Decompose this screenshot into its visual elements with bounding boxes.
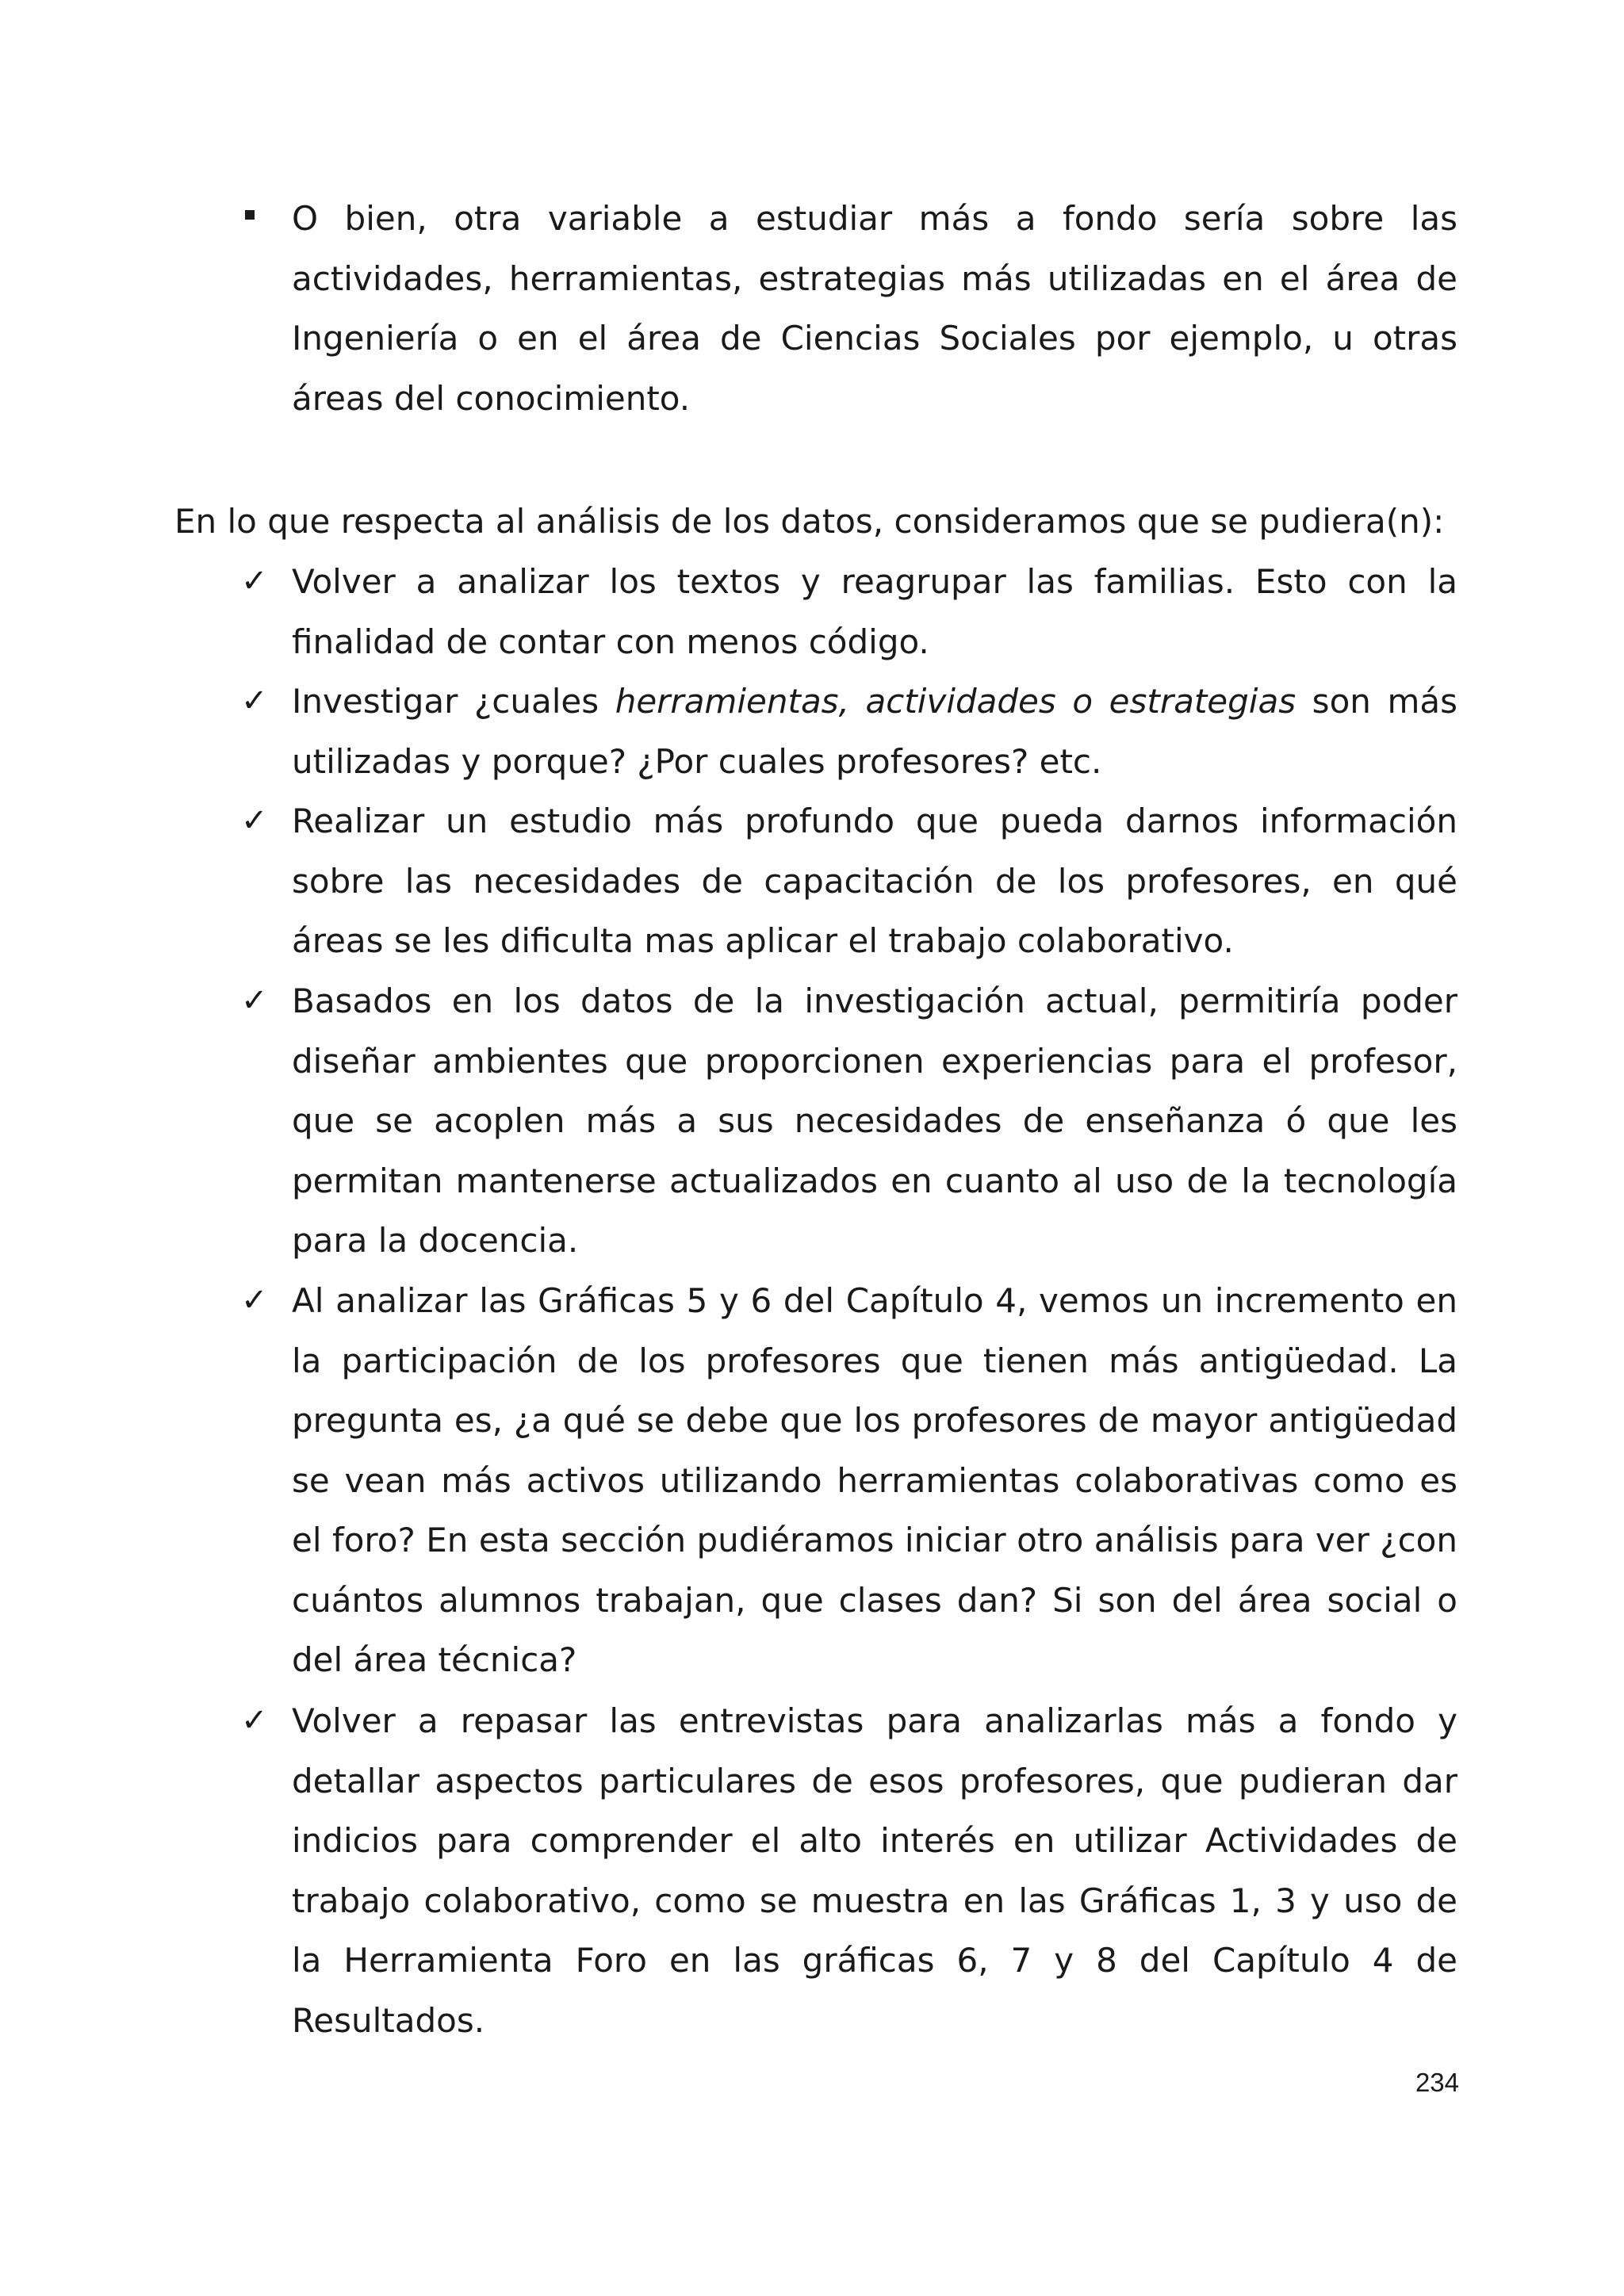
checkmark-icon: ✓	[241, 1282, 268, 1318]
list-item-text: Investigar ¿cuales	[292, 682, 615, 721]
list-item: Basados en los datos de la investigación actual, permitiría poder diseñar ambientes que proporcionen experiencias para el profesor, que se acoplen más a sus necesidades de enseñanza ó que les permitan mantenerse actualizados en cuanto al uso de la tecnología para la docencia.	[292, 982, 1457, 1260]
list-item: Al analizar las Gráficas 5 y 6 del Capítulo 4, vemos un incremento en la participación de los profesores que tienen más antigüedad. La pregunta es, ¿a qué se debe que los profesores de mayor antigüedad se vean más activos utilizando herramientas colaborativas como es el foro? En esta sección pudiéramos iniciar otro análisis para ver ¿con cuántos alumnos trabajan, que clases dan? Si son del área social o del área técnica?	[292, 1281, 1457, 1679]
list-item	[292, 672, 1457, 791]
list-item: Realizar un estudio más profundo que pueda darnos información sobre las necesidades de capacitación de los profesores, en qué áreas se les dificulta mas aplicar el trabajo colaborativo.	[292, 802, 1457, 960]
list-item: Volver a repasar las entrevistas para analizarlas más a fondo y detallar aspectos particulares de esos profesores, que pudieran dar indicios para comprender el alto interés en utilizar Actividades de trabajo colaborativo, como se muestra en las Gráficas 1, 3 y uso de la Herramienta Foro en las gráficas 6, 7 y 8 del Capítulo 4 de Resultados.	[292, 1701, 1457, 2040]
lead-in-paragraph: En lo que respecta al análisis de los datos, consideramos que se pudiera(n):	[174, 502, 1445, 541]
list-item-text: son más utilizadas y porque? ¿Por cuales profesores? etc.	[292, 682, 1457, 781]
page-number: 234	[1415, 2068, 1459, 2097]
list-item: Volver a analizar los textos y reagrupar las familias. Esto con la finalidad de contar con menos código.	[292, 562, 1457, 661]
checkmark-icon: ✓	[241, 982, 268, 1019]
checkmark-icon: ✓	[241, 1702, 268, 1739]
square-bullet-icon	[245, 210, 255, 220]
intro-bullet-paragraph: O bien, otra variable a estudiar más a fondo sería sobre las actividades, herramientas, estrategias más utilizadas en el área de Ingeniería o en el área de Ciencias Sociales por ejemplo, u otras áreas del conocimiento.	[292, 199, 1457, 418]
checkmark-icon: ✓	[241, 563, 268, 599]
list-item-italic-text: herramientas, actividades o estrategias	[615, 682, 1297, 721]
checkmark-icon: ✓	[241, 683, 268, 719]
checkmark-icon: ✓	[241, 802, 268, 839]
